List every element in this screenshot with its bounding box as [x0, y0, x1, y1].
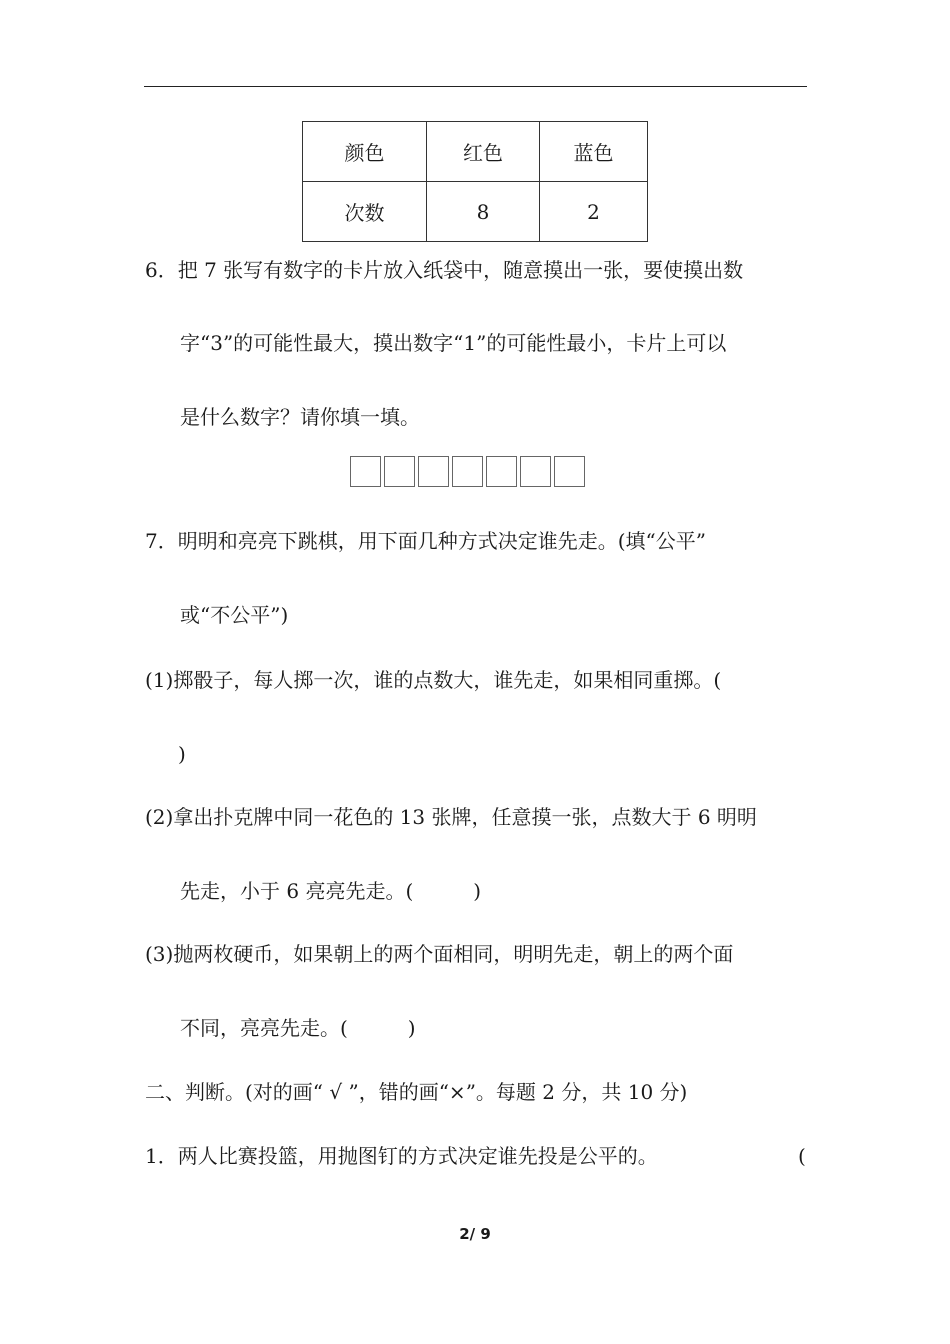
q6-line-3: 是什么数字？请你填一填。	[180, 405, 420, 429]
q6-line-2: 字“3”的可能性最大，摸出数字“1”的可能性最小，卡片上可以	[180, 331, 727, 355]
table-cell: 颜色	[303, 122, 427, 182]
table-row	[303, 182, 648, 242]
q7-line-2: 或“不公平”)	[180, 603, 289, 627]
q7-line-1: 7．明明和亮亮下跳棋，用下面几种方式决定谁先走。(填“公平”	[145, 529, 706, 553]
section2-heading: 二、判断。(对的画“ √ ”，错的画“×”。每题 2 分，共 10 分)	[145, 1080, 688, 1104]
table-cell: 8	[427, 182, 540, 242]
answer-box[interactable]	[384, 456, 415, 487]
answer-box[interactable]	[554, 456, 585, 487]
section2-q1-paren: (	[798, 1144, 806, 1168]
q7-sub1-line-2: )	[178, 742, 186, 766]
q7-sub2-line-2: 先走，小于 6 亮亮先走。( )	[180, 879, 482, 903]
header-rule	[144, 86, 807, 87]
section2-q1-text: 1．两人比赛投篮，用抛图钉的方式决定谁先投是公平的。	[145, 1144, 658, 1168]
table-cell: 2	[540, 182, 648, 242]
table-cell: 红色	[427, 122, 540, 182]
q7-sub3-line-2: 不同，亮亮先走。( )	[180, 1016, 416, 1040]
q7-sub1-line-1: (1)掷骰子，每人掷一次，谁的点数大，谁先走，如果相同重掷。(	[145, 668, 722, 692]
table-row	[303, 122, 648, 182]
q6-line-1: 6．把 7 张写有数字的卡片放入纸袋中，随意摸出一张，要使摸出数	[145, 258, 744, 282]
answer-box[interactable]	[418, 456, 449, 487]
q7-sub3-line-1: (3)抛两枚硬币，如果朝上的两个面相同，明明先走，朝上的两个面	[145, 942, 734, 966]
answer-box[interactable]	[520, 456, 551, 487]
answer-box[interactable]	[350, 456, 381, 487]
table-cell: 蓝色	[540, 122, 648, 182]
q7-sub2-line-1: (2)拿出扑克牌中同一花色的 13 张牌，任意摸一张，点数大于 6 明明	[145, 805, 757, 829]
answer-box[interactable]	[452, 456, 483, 487]
color-count-table	[302, 121, 648, 242]
answer-box-row	[350, 456, 585, 487]
page-number: 2/ 9	[459, 1225, 491, 1243]
answer-box[interactable]	[486, 456, 517, 487]
table-cell: 次数	[303, 182, 427, 242]
